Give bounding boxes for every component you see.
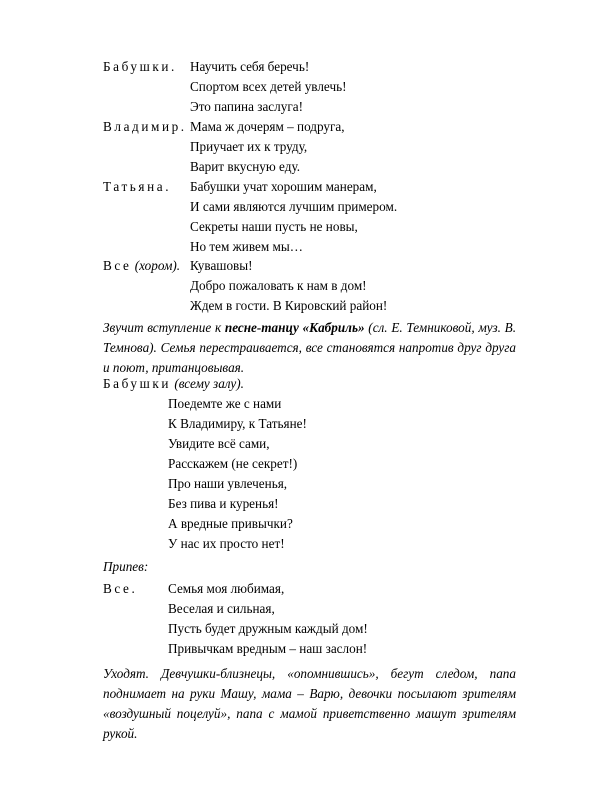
refrain-label: Припев: <box>103 559 149 574</box>
verse-line: Спортом всех детей увлечь! <box>190 79 347 94</box>
verse-line: Варит вкусную еду. <box>190 159 301 174</box>
verse-line: Кувашовы! <box>190 258 253 273</box>
speaker-label: Владимир. <box>103 119 187 134</box>
verse-line: А вредные привычки? <box>168 516 293 531</box>
verse-line: К Владимиру, к Татьяне! <box>168 416 307 431</box>
verse-line: Добро пожаловать к нам в дом! <box>190 278 367 293</box>
speaker-label: Бабушки <box>103 376 172 391</box>
verse-line: Приучает их к труду, <box>190 139 308 154</box>
stage-direction <box>103 318 516 378</box>
verse-line: Про наши увлеченья, <box>168 476 288 491</box>
speaker-label-group <box>103 375 244 392</box>
verse-line: Увидите всё сами, <box>168 436 270 451</box>
stage-text: Звучит вступление к <box>103 320 225 335</box>
verse-line: Привычкам вредным – наш заслон! <box>168 641 368 656</box>
verse-line: У нас их просто нет! <box>168 536 285 551</box>
speaker-note: (всему залу). <box>174 376 244 391</box>
stage-direction: Уходят. Девчушки-близнецы, «опомнившись», бегут следом, папа поднимает на руки Машу, мама – Варю, девочки посылают зрителям «воздушный поцелуй», папа с мамой приветственно машут зрителям рукой. <box>103 666 516 741</box>
verse-line: Пусть будет дружным каждый дом! <box>168 621 368 636</box>
stage-text: (сл. Е. Темниковой, муз. В. Темнова). Семья перестраивается, все становятся напротив друг друга и поют, пританцовывая. <box>103 320 517 375</box>
verse-line: Веселая и сильная, <box>168 601 275 616</box>
verse-line: Бабушки учат хорошим манерам, <box>190 179 377 194</box>
speaker-label: Татьяна. <box>103 179 172 194</box>
verse-line: Расскажем (не секрет!) <box>168 456 298 471</box>
verse-line: Научить себя беречь! <box>190 59 310 74</box>
verse-line: Но тем живем мы… <box>190 239 303 254</box>
speaker-note: (хором). <box>134 258 181 273</box>
speaker-label: Все <box>103 258 132 273</box>
song-title: песне-танцу «Кабриль» <box>224 320 365 335</box>
speaker-label-group <box>103 257 180 274</box>
verse-line: Семья моя любимая, <box>168 581 285 596</box>
verse-line: Секреты наши пусть не новы, <box>190 219 358 234</box>
verse-line: Поедемте же с нами <box>168 396 282 411</box>
speaker-label: Все. <box>103 581 138 596</box>
verse-line: И сами являются лучшим примером. <box>190 199 398 214</box>
speaker-label: Бабушки. <box>103 59 177 74</box>
verse-line: Мама ж дочерям – подруга, <box>190 119 345 134</box>
verse-line: Это папина заслуга! <box>190 99 303 114</box>
verse-line: Без пива и куренья! <box>168 496 279 511</box>
verse-line: Ждем в гости. В Кировский район! <box>190 298 388 313</box>
